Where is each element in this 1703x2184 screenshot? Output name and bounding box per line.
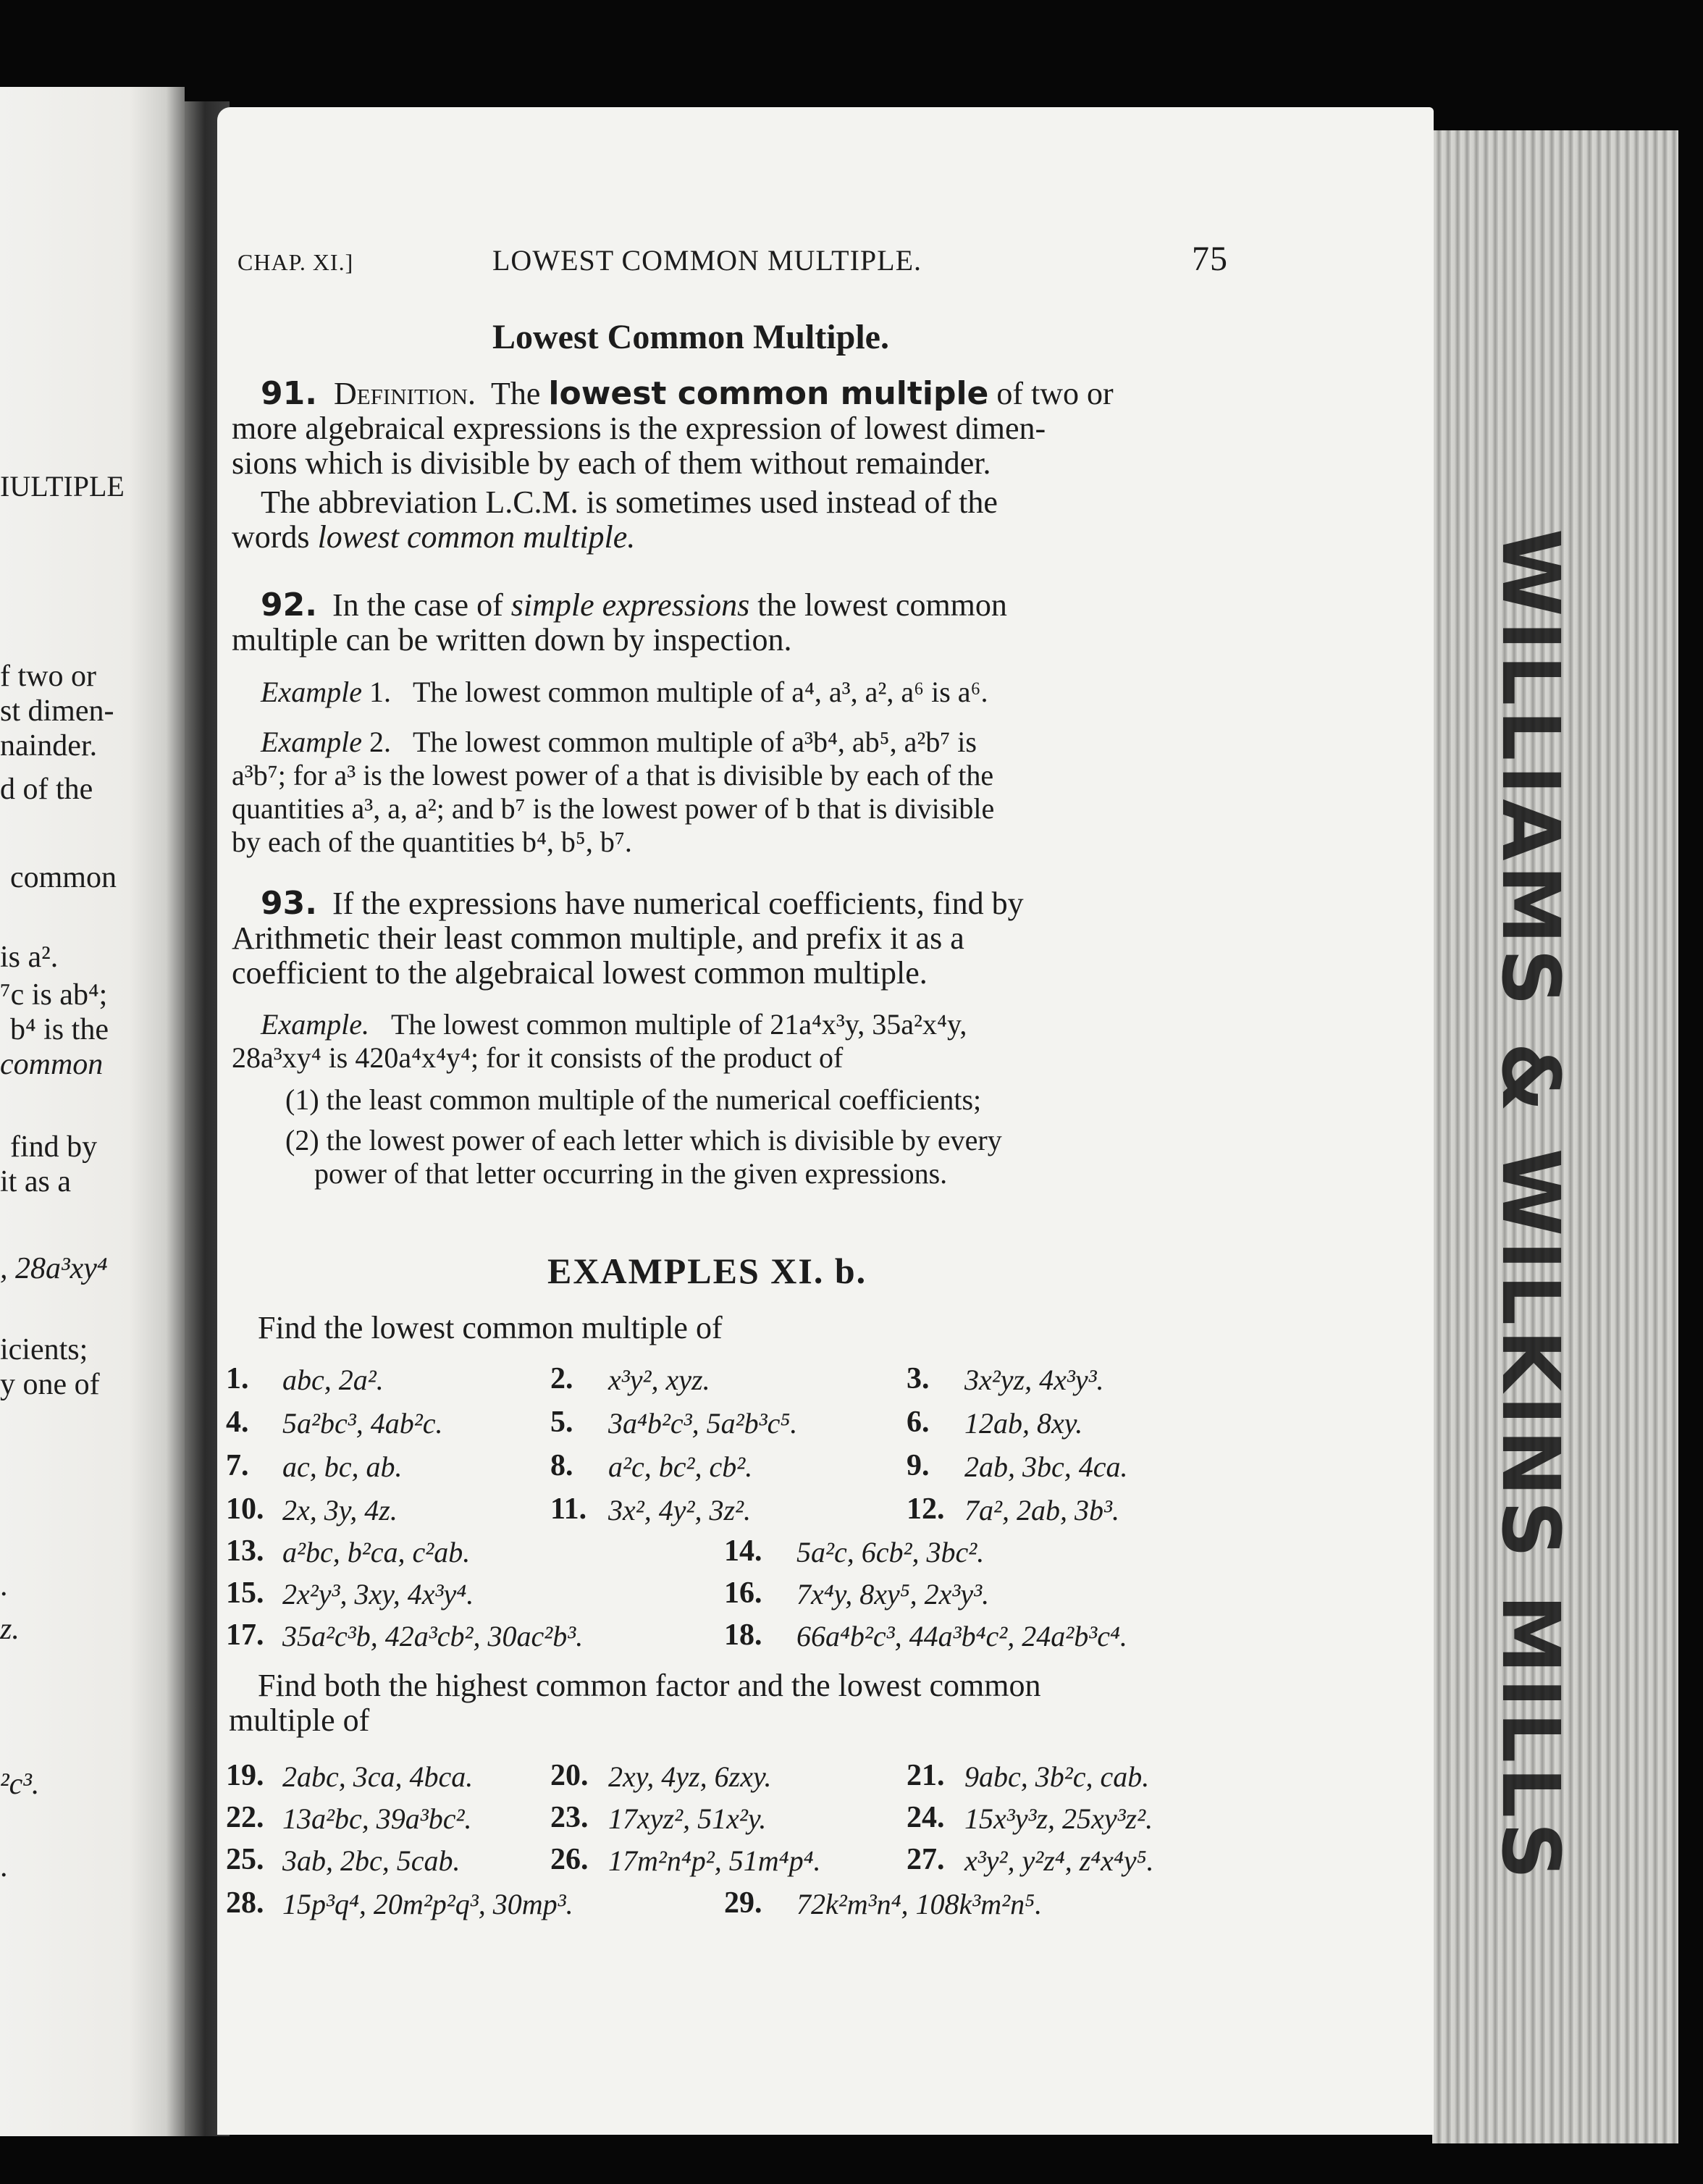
left-fragment: ⁷c is ab⁴; [0, 978, 108, 1012]
exercise-expression: 35a²c³b, 42a³cb², 30ac²b³. [282, 1620, 584, 1652]
exercise-expression: 7a², 2ab, 3b³. [964, 1494, 1119, 1526]
p93-item-2: (2) the lowest power of each letter which is divisible by every [285, 1124, 1002, 1156]
p93-ex-label: Example. [261, 1008, 369, 1041]
left-fragment: is a². [0, 941, 59, 974]
left-fragment: f two or [0, 660, 96, 693]
exercise-expression: 3ab, 2bc, 5cab. [282, 1844, 461, 1877]
exercise-number: 23. [550, 1801, 589, 1834]
exercise-expression: 3x², 4y², 3z². [608, 1494, 752, 1526]
left-fragment: d of the [0, 773, 93, 806]
ex2-label: Example [261, 726, 362, 758]
exercise-expression: a²c, bc², cb². [608, 1450, 753, 1483]
exercise-expression: 17xyz², 51x²y. [608, 1802, 767, 1835]
p91-text-b: of two or [996, 376, 1114, 411]
exercise-number: 1. [226, 1362, 249, 1395]
exercise-number: 9. [907, 1449, 930, 1482]
p92-line1-a: In the case of [332, 587, 503, 623]
exercise-number: 2. [550, 1362, 573, 1395]
exercise-expression: 3a⁴b²c³, 5a²b³c⁵. [608, 1407, 798, 1440]
chapter-label: CHAP. XI.] [237, 249, 354, 275]
left-fragment: nainder. [0, 729, 98, 763]
exercise-number: 3. [907, 1362, 930, 1395]
exercise-expression: 72k²m³n⁴, 108k³m²n⁵. [796, 1888, 1043, 1920]
exercise-number: 18. [724, 1618, 762, 1652]
ex1-number: 1. [369, 676, 391, 708]
exercise-number: 11. [550, 1492, 587, 1526]
ex2-line1 [232, 726, 994, 759]
left-fragment: , 28a³xy⁴ [0, 1252, 108, 1285]
p92-line1-b: the lowest common [757, 587, 1007, 623]
left-fragment: ²c³. [0, 1768, 40, 1801]
exercise-expression: 12ab, 8xy. [964, 1407, 1083, 1440]
exercise-expression: 2ab, 3bc, 4ca. [964, 1450, 1128, 1483]
left-fragment: . [0, 1850, 8, 1883]
edge-stamp: WILLIAMS & WILKINS MILLS [1484, 529, 1577, 1884]
p93-line1 [232, 886, 1245, 921]
p93-line2: Arithmetic their least common multiple, and prefix it as a [232, 920, 964, 956]
exercise-number: 24. [907, 1801, 945, 1834]
exercise-expression: 5a²bc³, 4ab²c. [282, 1407, 443, 1440]
ex2-line1-text: The lowest common multiple of a³b⁴, ab⁵, a²b⁷ is [412, 726, 977, 758]
exercise-number: 21. [907, 1759, 945, 1792]
exercise-number: 15. [226, 1576, 264, 1610]
exercise-expression: 2x, 3y, 4z. [282, 1494, 398, 1526]
p93-ex-line1 [232, 1008, 1002, 1041]
exercise-expression: 5a²c, 6cb², 3bc². [796, 1536, 985, 1568]
examples-title: EXAMPLES XI. b. [547, 1251, 867, 1291]
p92-example-2 [232, 726, 994, 859]
exercise-number: 16. [724, 1576, 762, 1610]
exercise-number: 7. [226, 1449, 249, 1482]
exercise-expression: 9abc, 3b²c, cab. [964, 1760, 1150, 1793]
exercise-expression: a²bc, b²ca, c²ab. [282, 1536, 471, 1568]
exercise-number: 6. [907, 1406, 930, 1439]
ex2-line3: quantities a³, a, a²; and b⁷ is the lowest power of b that is divisible [232, 792, 995, 825]
exercise-expression: 15p³q⁴, 20m²p²q³, 30mp³. [282, 1888, 573, 1920]
exercise-number: 29. [724, 1886, 762, 1920]
p93-item-2b: power of that letter occurring in the given expressions. [314, 1157, 948, 1190]
exercise-number: 14. [724, 1534, 762, 1568]
exercise-number: 10. [226, 1492, 264, 1526]
left-fragment: common [0, 1048, 104, 1081]
exercise-number: 20. [550, 1759, 589, 1792]
p91-number: 91. [261, 375, 317, 412]
exercise-number: 13. [226, 1534, 264, 1568]
p93-line3: coefficient to the algebraical lowest common multiple. [232, 955, 928, 991]
left-fragment: IULTIPLE [0, 470, 125, 503]
exercise-number: 27. [907, 1843, 945, 1876]
left-fragment: find by [10, 1130, 98, 1164]
exercise-expression: 3x²yz, 4x³y³. [964, 1364, 1104, 1396]
left-fragment: . [0, 1569, 8, 1603]
left-fragment: icients; [0, 1333, 88, 1366]
p91-line2: more algebraical expressions is the expression of lowest dimen- [232, 411, 1046, 446]
p93-example [232, 1008, 1002, 1190]
paragraph-93 [232, 886, 1245, 991]
p91-line5-a: words [232, 519, 310, 555]
exercise-number: 25. [226, 1843, 264, 1876]
ex2-number: 2. [369, 726, 391, 758]
section-title: Lowest Common Multiple. [492, 318, 889, 356]
p92-example-1 [261, 675, 988, 709]
intro2-line2: multiple of [229, 1702, 370, 1738]
exercise-expression: 13a²bc, 39a³bc². [282, 1802, 472, 1835]
p93-ex-line2: 28a³xy⁴ is 420a⁴x⁴y⁴; for it consists of the product of [232, 1041, 844, 1074]
ex1-text: The lowest common multiple of a⁴, a³, a², a⁶ is a⁶. [412, 676, 988, 708]
exercise-number: 12. [907, 1492, 945, 1526]
exercise-expression: abc, 2a². [282, 1364, 384, 1396]
left-fragment: b⁴ is the [10, 1013, 109, 1046]
p93-ex-line1-text: The lowest common multiple of 21a⁴x³y, 35a²x⁴y, [390, 1008, 967, 1041]
p92-line1 [232, 588, 1245, 623]
exercise-number: 17. [226, 1618, 264, 1652]
left-fragment: st dimen- [0, 694, 114, 728]
exercise-expression: x³y², y²z⁴, z⁴x⁴y⁵. [964, 1844, 1154, 1877]
running-title: LOWEST COMMON MULTIPLE. [492, 244, 922, 277]
left-fragment: y one of [0, 1368, 100, 1401]
p92-line2: multiple can be written down by inspection. [232, 622, 792, 658]
paragraph-92 [232, 588, 1245, 658]
p91-text-a: The [490, 376, 541, 411]
exercise-number: 4. [226, 1406, 249, 1439]
p91-bold-term: lowest common multiple [548, 375, 989, 412]
ex2-line4: by each of the quantities b⁴, b⁵, b⁷. [232, 826, 632, 858]
examples-intro-2 [229, 1668, 1040, 1738]
left-fragment: it as a [0, 1165, 71, 1198]
page-number: 75 [1192, 240, 1228, 278]
exercise-number: 28. [226, 1886, 264, 1920]
left-fragment: common [10, 861, 117, 894]
examples-intro: Find the lowest common multiple of [258, 1310, 723, 1345]
ex2-line2: a³b⁷; for a³ is the lowest power of a that is divisible by each of the [232, 759, 994, 791]
p91-line5-italic: lowest common multiple. [317, 519, 636, 555]
exercise-expression: 2x²y³, 3xy, 4x³y⁴. [282, 1578, 474, 1610]
exercise-expression: x³y², xyz. [608, 1364, 710, 1396]
exercise-number: 22. [226, 1801, 264, 1834]
left-fragment: z. [0, 1613, 20, 1646]
p91-line5 [232, 520, 1245, 555]
p91-line3: sions which is divisible by each of them without remainder. [232, 445, 991, 481]
exercise-expression: 66a⁴b²c³, 44a³b⁴c², 24a²b³c⁴. [796, 1620, 1127, 1652]
page-edge-block [1432, 130, 1678, 2143]
exercise-number: 8. [550, 1449, 573, 1482]
exercise-expression: ac, bc, ab. [282, 1450, 403, 1483]
left-facing-page [0, 87, 185, 2136]
exercise-expression: 17m²n⁴p², 51m⁴p⁴. [608, 1844, 821, 1877]
exercise-expression: 15x³y³z, 25xy³z². [964, 1802, 1153, 1835]
paragraph-91 [232, 377, 1245, 555]
exercise-expression: 2xy, 4yz, 6zxy. [608, 1760, 772, 1793]
p92-line1-italic: simple expressions [510, 587, 750, 623]
p91-lead: Definition. [333, 376, 476, 411]
exercise-number: 26. [550, 1843, 589, 1876]
p92-number: 92. [261, 587, 317, 623]
exercise-expression: 2abc, 3ca, 4bca. [282, 1760, 474, 1793]
p93-number: 93. [261, 885, 317, 922]
p91-line4: The abbreviation L.C.M. is sometimes used instead of the [261, 484, 998, 520]
p93-item-1: (1) the least common multiple of the numerical coefficients; [285, 1083, 982, 1116]
exercise-expression: 7x⁴y, 8xy⁵, 2x³y³. [796, 1578, 990, 1610]
intro2-line1: Find both the highest common factor and the lowest common [258, 1668, 1041, 1703]
ex1-label: Example [261, 676, 362, 708]
p93-line1-text: If the expressions have numerical coefficients, find by [332, 886, 1024, 921]
exercise-number: 19. [226, 1759, 264, 1792]
p91-line1 [232, 377, 1245, 411]
exercise-number: 5. [550, 1406, 573, 1439]
